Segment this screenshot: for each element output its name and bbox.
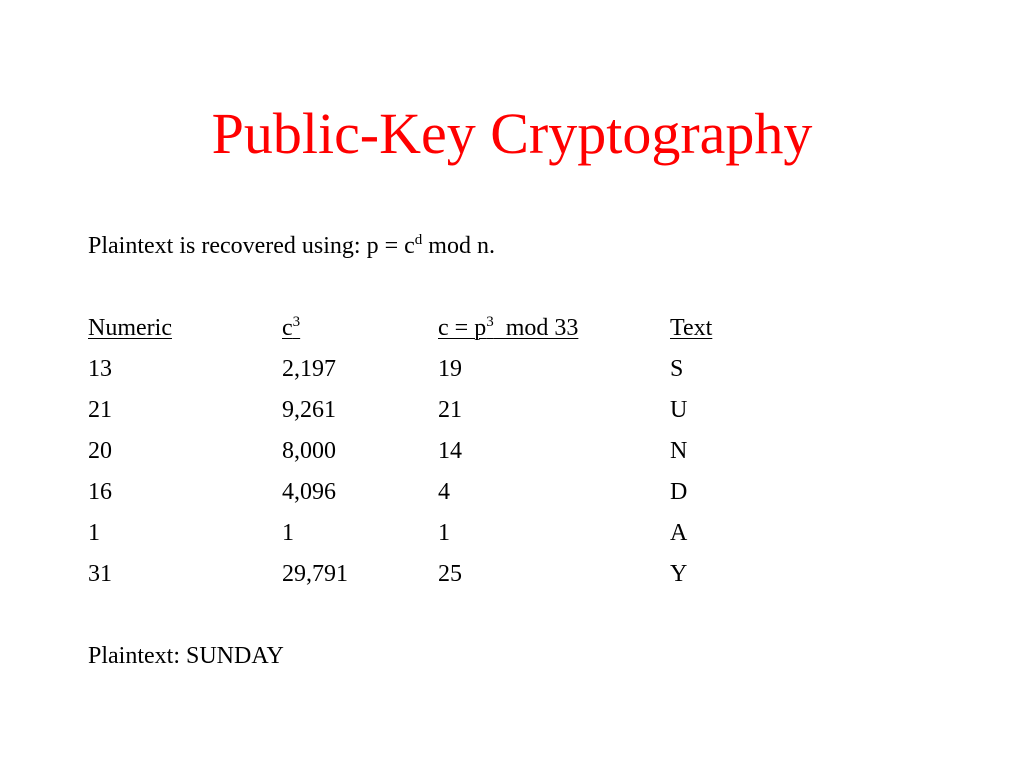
- table-row: [88, 395, 770, 436]
- plaintext-result: Plaintext: SUNDAY: [88, 643, 284, 669]
- cell-cipher: 25: [438, 561, 462, 587]
- recovery-formula-suffix: mod n.: [422, 233, 495, 259]
- cell-cipher: 19: [438, 356, 462, 382]
- cell-text: Y: [670, 561, 688, 587]
- header-text: Text: [670, 315, 713, 341]
- recovery-formula-prefix: Plaintext is recovered using: p = c: [88, 233, 415, 259]
- table-row: [88, 354, 770, 395]
- cell-text: D: [670, 479, 688, 505]
- table-row: [88, 559, 770, 600]
- cell-cipher: 4: [438, 479, 450, 505]
- cell-text: U: [670, 397, 688, 423]
- cell-numeric: 1: [88, 520, 100, 546]
- cell-numeric: 13: [88, 356, 112, 382]
- table-row: [88, 518, 770, 559]
- cell-cube: 2,197: [282, 356, 336, 382]
- table-header-row: [88, 313, 770, 354]
- recovery-formula-line: [88, 231, 495, 261]
- cell-numeric: 20: [88, 438, 112, 464]
- cell-cipher: 21: [438, 397, 462, 423]
- cell-cube: 29,791: [282, 561, 348, 587]
- cell-cube: 1: [282, 520, 294, 546]
- cell-numeric: 16: [88, 479, 112, 505]
- table-row: [88, 436, 770, 477]
- cell-text: S: [670, 356, 684, 382]
- table-row: [88, 477, 770, 518]
- cell-cipher: 14: [438, 438, 462, 464]
- decryption-table: [88, 313, 770, 600]
- cell-cube: 4,096: [282, 479, 336, 505]
- cell-numeric: 31: [88, 561, 112, 587]
- cell-text: A: [670, 520, 688, 546]
- cell-cube: 9,261: [282, 397, 336, 423]
- header-formula: $c = p^3$ mod 33: [438, 314, 579, 341]
- cell-text: N: [670, 438, 688, 464]
- recovery-formula-exponent: d: [414, 232, 423, 248]
- slide-title: Public-Key Cryptography: [211, 101, 813, 166]
- cell-cube: 8,000: [282, 438, 336, 464]
- cell-cipher: 1: [438, 520, 450, 546]
- cell-numeric: 21: [88, 397, 112, 423]
- header-numeric: Numeric: [88, 315, 172, 341]
- header-cube: $c^3$: [282, 314, 301, 341]
